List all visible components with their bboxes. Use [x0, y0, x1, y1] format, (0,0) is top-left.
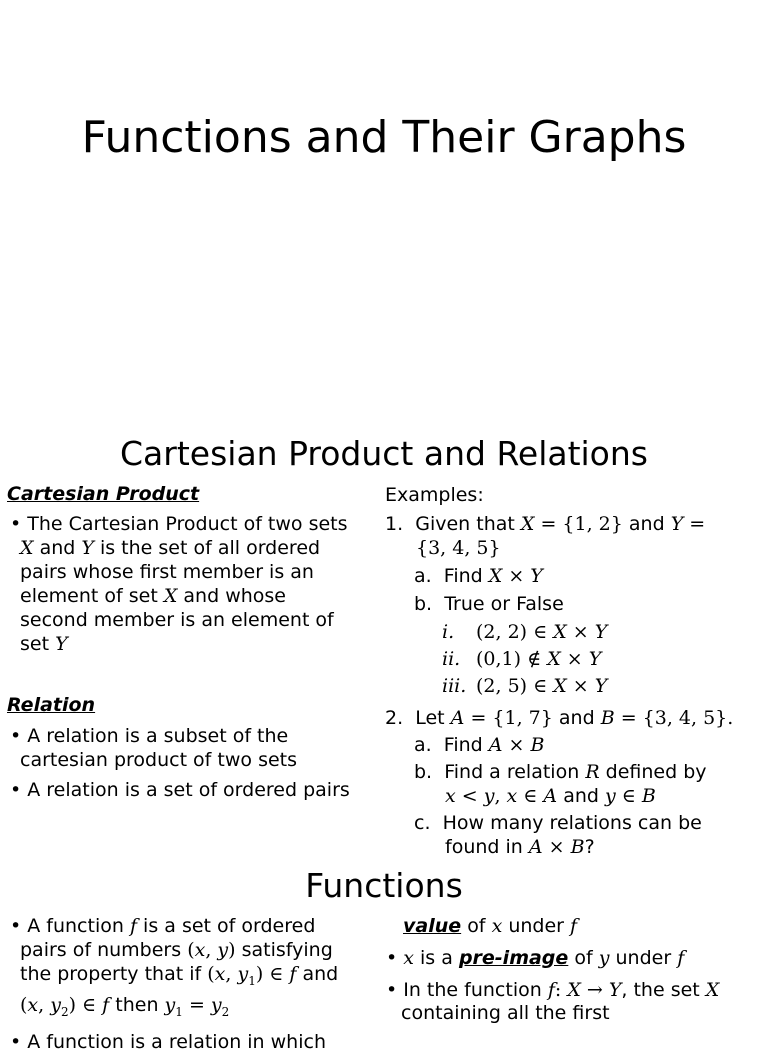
- example-1b-iii: iii. (2, 5) ∈ X × Y: [442, 675, 608, 697]
- example-1a: a. Find X × Y: [414, 565, 543, 587]
- main-title: Functions and Their Graphs: [81, 112, 687, 163]
- example-2c-cont: found in A × B?: [445, 836, 595, 858]
- example-2b: b. Find a relation R defined by: [414, 761, 707, 783]
- example-1b: b. True or False: [414, 593, 564, 615]
- example-2: 2. Let A = {1, 7} and B = {3, 4, 5}.: [385, 707, 734, 729]
- function-bullet: • A function is a relation in which: [10, 1030, 326, 1053]
- section-title-cartesian: Cartesian Product and Relations: [120, 434, 648, 473]
- cartesian-definition: • The Cartesian Product of two sets X and Y is the set of all ordered pairs whose first member is an element of set X and whose second member is an element of set Y: [4, 512, 380, 656]
- relation-bullet: • A relation is a subset of the: [10, 725, 289, 747]
- pre-image-definition: • x is a pre-image of y under f: [386, 947, 685, 969]
- example-2a: a. Find A × B: [414, 734, 545, 756]
- function-bullet: • A function f is a set of ordered: [10, 915, 316, 937]
- domain-definition-cont: containing all the first: [401, 1002, 610, 1024]
- section-title-functions: Functions: [305, 866, 463, 905]
- function-definition: • A function f is a set of ordered pairs of numbers (x, y) satisfying the property that if (x, $y_1$) ∈ f and (x, $y_2$) ∈ f then $y_1 = y_2$ • A function is a relation in which: [4, 914, 384, 1054]
- relation-definition: • A relation is a subset of the cartesian product of two sets • A relation is a set of ordered pairs: [4, 724, 384, 802]
- relation-bullet: • A relation is a set of ordered pairs: [10, 779, 350, 801]
- example-1-set: {3, 4, 5}: [416, 537, 501, 559]
- example-2c: c. How many relations can be: [414, 812, 702, 834]
- example-1b-i: i. (2, 2) ∈ X × Y: [442, 621, 608, 643]
- value-definition: value of x under f: [403, 915, 578, 937]
- example-1b-ii: ii. (0,1) ∉ X × Y: [442, 648, 602, 670]
- cartesian-heading: Cartesian Product: [7, 483, 200, 505]
- cartesian-bullet: • The Cartesian Product of two sets: [10, 513, 348, 535]
- example-1: 1. Given that X = {1, 2} and Y =: [385, 513, 706, 535]
- examples-label: Examples:: [385, 484, 484, 506]
- domain-definition: • In the function f: X → Y, the set X: [386, 979, 720, 1001]
- relation-heading: Relation: [7, 694, 96, 716]
- example-2b-condition: x < y, x ∈ A and y ∈ B: [445, 785, 656, 807]
